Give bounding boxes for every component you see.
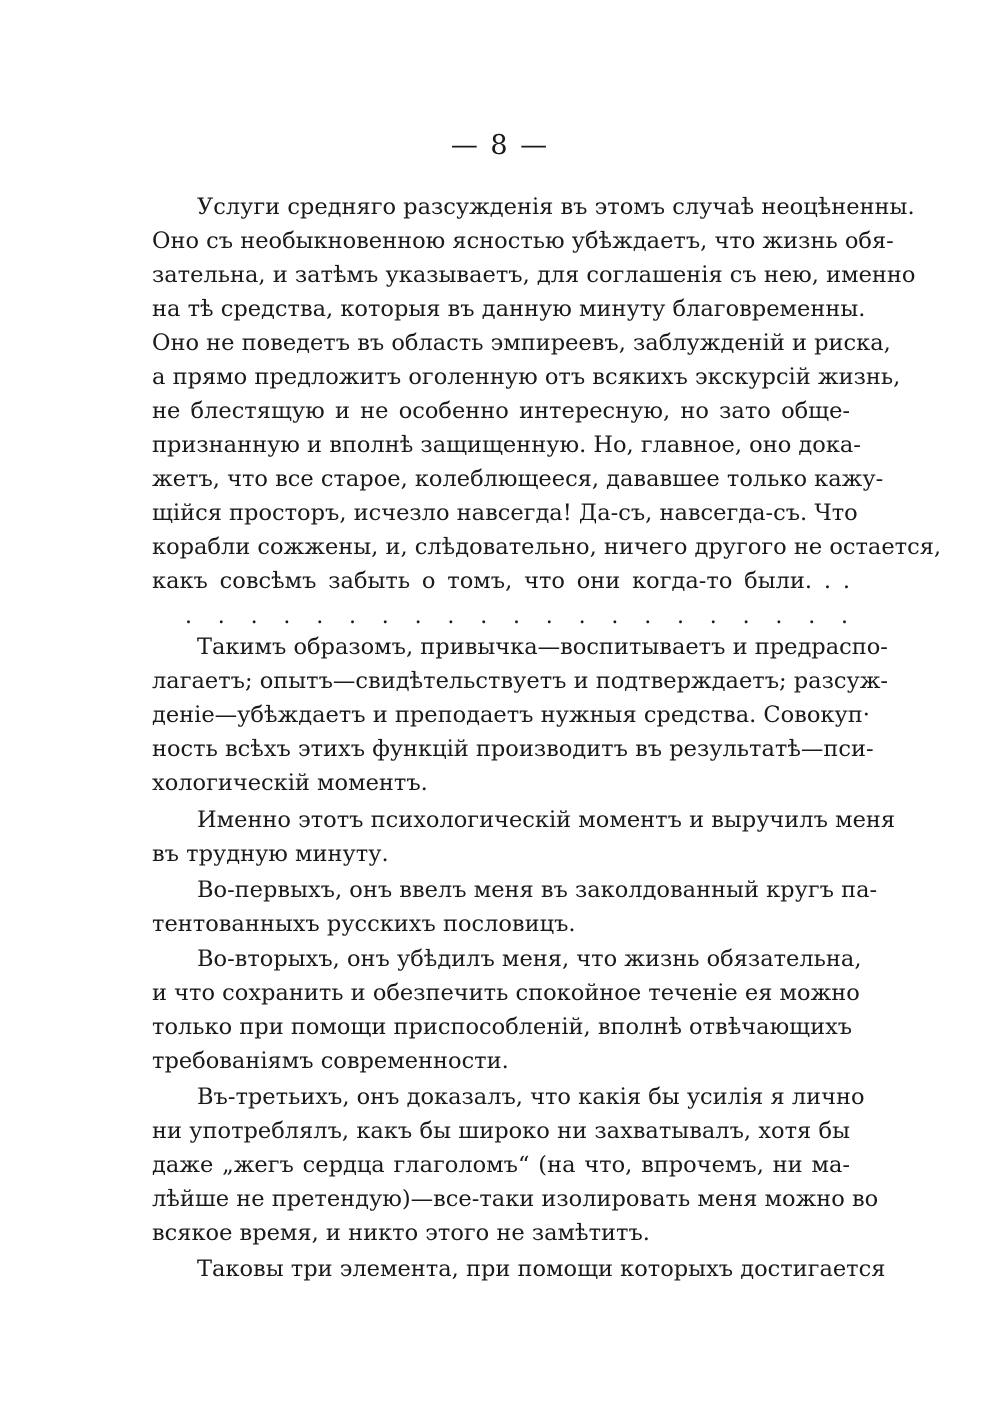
text-line: требованіямъ современности. xyxy=(152,1048,509,1074)
ellipsis-separator: . . . . . . . . . . . . . . . . . . . . . xyxy=(185,604,850,629)
text-line: лагаетъ; опытъ—свидѣтельствуетъ и подтверждаетъ; разсуж- xyxy=(152,668,888,694)
text-line: на тѣ средства, которыя въ данную минуту благовременны. xyxy=(152,296,866,322)
text-line: хологическій моментъ. xyxy=(152,770,428,796)
text-line: а прямо предложитъ оголенную отъ всякихъ экскурсій жизнь, xyxy=(152,364,901,390)
text-line: Услуги средняго разсужденія въ этомъ случаѣ неоцѣненны. xyxy=(197,194,915,220)
text-line: жетъ, что все старое, колеблющееся, дававшее только кажу- xyxy=(152,466,884,492)
text-line: даже „жегъ сердца глаголомъ“ (на что, впрочемъ, ни ма- xyxy=(152,1152,850,1178)
text-line: Именно этотъ психологическій моментъ и выручилъ меня xyxy=(197,807,896,833)
text-line: Оно не поведетъ въ область эмпиреевъ, заблужденій и риска, xyxy=(152,330,891,356)
text-line: только при помощи приспособленій, вполнѣ отвѣчающихъ xyxy=(152,1014,853,1040)
text-line: ность всѣхъ этихъ функцій производитъ въ результатѣ—пси- xyxy=(152,736,874,762)
text-line: и что сохранить и обезпечить спокойное теченіе ея можно xyxy=(152,980,860,1006)
text-line: Оно съ необыкновенною ясностью убѣждаетъ, что жизнь обя- xyxy=(152,228,894,254)
text-line: признанную и вполнѣ защищенную. Но, главное, оно дока- xyxy=(152,432,861,458)
text-line: Таковы три элемента, при помощи которыхъ достигается xyxy=(197,1256,886,1282)
text-line: корабли сожжены, и, слѣдовательно, ничего другого не остается, xyxy=(152,534,942,560)
text-line: Такимъ образомъ, привычка—воспитываетъ и предраспо- xyxy=(197,634,888,660)
text-line: лѣйше не претендую)—все-таки изолировать меня можно во xyxy=(152,1186,879,1212)
text-line: Въ-третьихъ, онъ доказалъ, что какія бы усилія я лично xyxy=(197,1084,865,1110)
text-line: тентованныхъ русскихъ пословицъ. xyxy=(152,911,576,937)
text-line: ни употреблялъ, какъ бы широко ни захватывалъ, хотя бы xyxy=(152,1118,850,1144)
text-line: щійся просторъ, исчезло навсегда! Да-съ, навсегда-съ. Что xyxy=(152,500,858,526)
text-line: въ трудную минуту. xyxy=(152,841,389,867)
text-line: не блестящую и не особенно интересную, но зато обще- xyxy=(152,398,850,424)
text-line: зательна, и затѣмъ указываетъ, для соглашенія съ нею, именно xyxy=(152,262,916,288)
text-line: всякое время, и никто этого не замѣтитъ. xyxy=(152,1220,650,1246)
text-line: какъ совсѣмъ забыть о томъ, что они когда-то были. . . xyxy=(152,568,850,594)
text-line: деніе—убѣждаетъ и преподаетъ нужныя средства. Совокуп· xyxy=(152,702,870,728)
text-line: Во-вторыхъ, онъ убѣдилъ меня, что жизнь обязательна, xyxy=(197,946,862,972)
page-number: — 8 — xyxy=(450,130,550,161)
text-line: Во-первыхъ, онъ ввелъ меня въ заколдованный кругъ па- xyxy=(197,877,878,903)
